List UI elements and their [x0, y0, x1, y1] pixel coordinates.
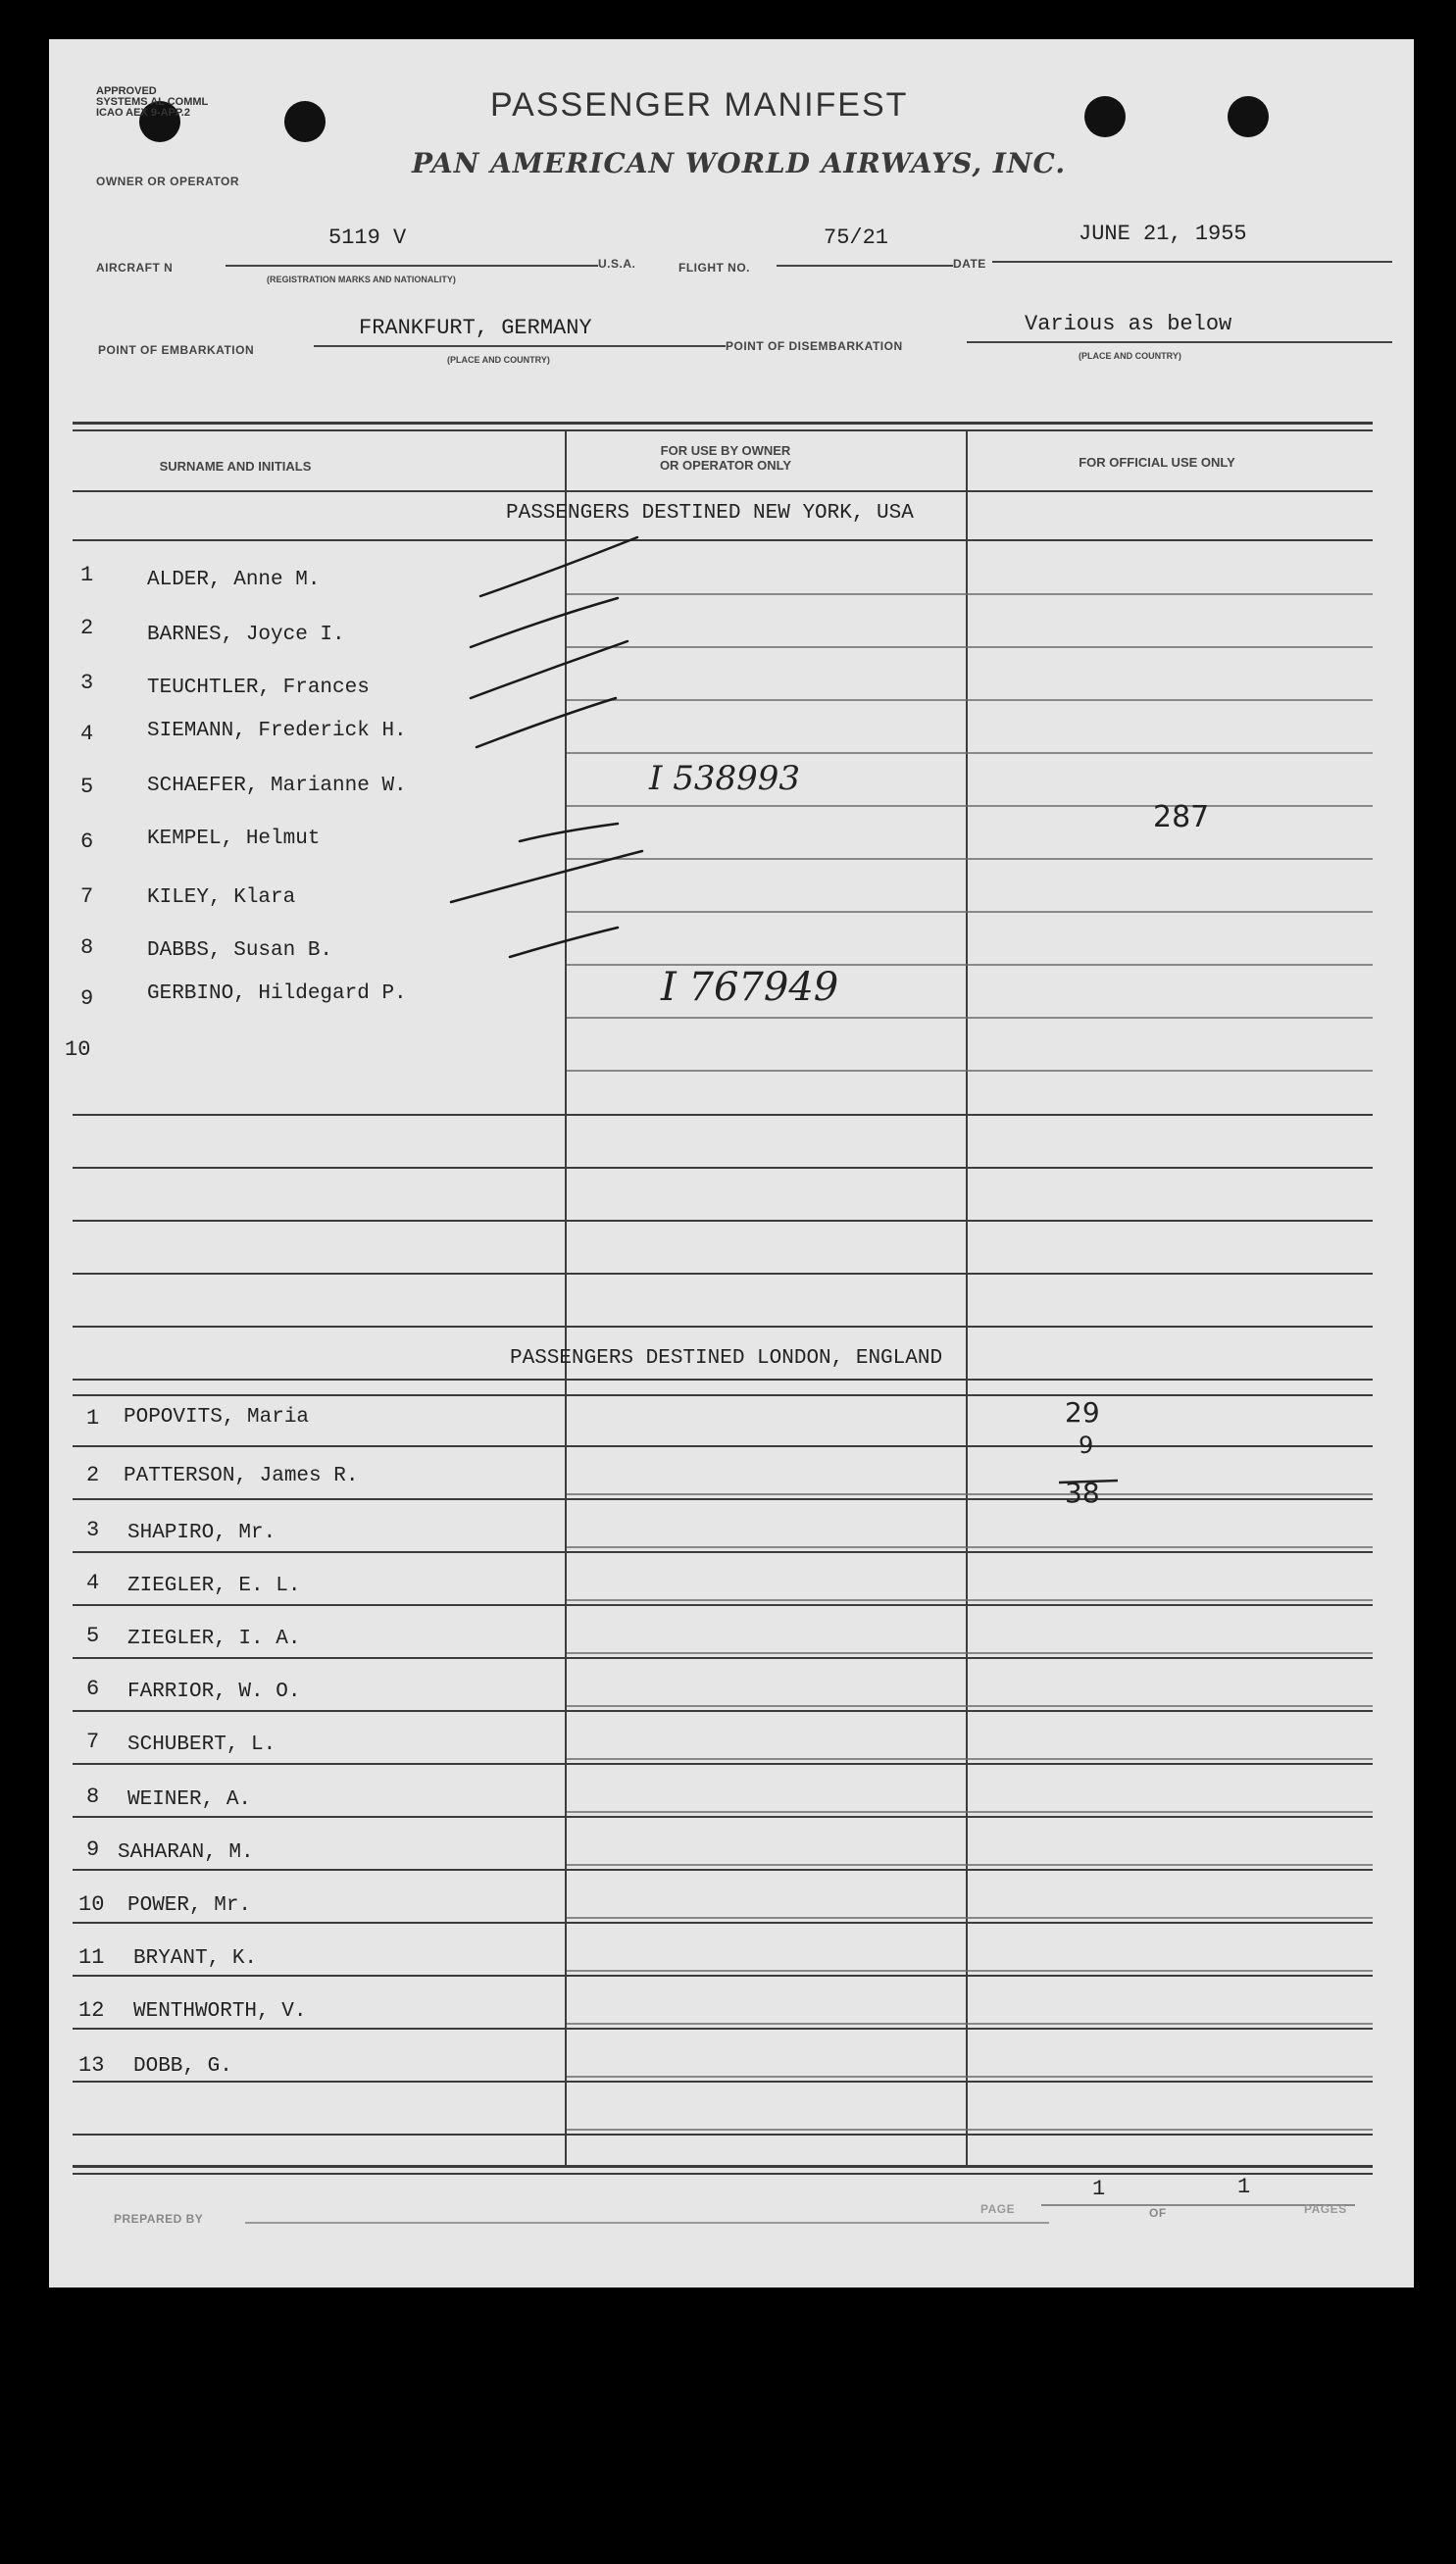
- passenger-name: ZIEGLER, E. L.: [127, 1575, 301, 1597]
- passenger-name: FARRIOR, W. O.: [127, 1681, 301, 1703]
- manifest-sheet: [49, 39, 1414, 2287]
- row-number: 2: [86, 1463, 100, 1487]
- passenger-name: KEMPEL, Helmut: [147, 828, 321, 850]
- company-name: PAN AMERICAN WORLD AIRWAYS, INC.: [412, 147, 1067, 179]
- passenger-name: DOBB, G.: [133, 2055, 232, 2078]
- passenger-name: KILEY, Klara: [147, 886, 296, 909]
- aircraft-value: 5119 V: [328, 226, 407, 250]
- row-number: 7: [86, 1730, 100, 1754]
- passenger-name: DABBS, Susan B.: [147, 939, 333, 962]
- approval-line: APPROVED: [96, 85, 157, 97]
- page-label: PAGE: [980, 2202, 1016, 2216]
- total-pages: 1: [1237, 2175, 1251, 2199]
- passenger-name: TEUCHTLER, Frances: [147, 677, 370, 699]
- owner-use-line-1: FOR USE BY OWNER: [660, 443, 791, 458]
- handwritten-id-5: I 538993: [649, 759, 801, 798]
- prepared-by-label: PREPARED BY: [114, 2212, 204, 2226]
- page-number: 1: [1092, 2177, 1106, 2201]
- handwritten-sum-total: 38: [1065, 1477, 1100, 1509]
- row-number: 11: [78, 1945, 105, 1970]
- passenger-name: WEINER, A.: [127, 1788, 252, 1811]
- passenger-name: SCHUBERT, L.: [127, 1734, 276, 1756]
- flight-label: FLIGHT NO.: [678, 261, 750, 275]
- column-official-header: FOR OFFICIAL USE ONLY: [1079, 455, 1235, 470]
- row-number: 3: [86, 1518, 100, 1542]
- disembark-caption: (PLACE AND COUNTRY): [1079, 351, 1181, 361]
- owner-label: OWNER OR OPERATOR: [96, 175, 240, 188]
- owner-use-line-2: OR OPERATOR ONLY: [659, 458, 792, 473]
- row-number: 2: [80, 616, 94, 640]
- row-number: 13: [78, 2053, 105, 2078]
- handwritten-official-6: 287: [1153, 800, 1210, 834]
- disembark-label: POINT OF DISEMBARKATION: [726, 339, 903, 353]
- registration-caption: (REGISTRATION MARKS AND NATIONALITY): [267, 275, 456, 284]
- row-number: 5: [86, 1624, 100, 1648]
- row-number: 12: [78, 1998, 105, 2023]
- disembark-value: Various as below: [1025, 312, 1232, 336]
- handwritten-id-9: I 767949: [661, 965, 839, 1010]
- row-number: 9: [80, 986, 94, 1011]
- approval-line: ICAO AEX 9-APP.2: [96, 107, 190, 119]
- passenger-name: ALDER, Anne M.: [147, 569, 321, 591]
- passenger-name: SAHARAN, M.: [118, 1841, 254, 1864]
- embark-caption: (PLACE AND COUNTRY): [447, 355, 550, 365]
- column-surname-header: SURNAME AND INITIALS: [159, 459, 312, 474]
- approval-line: SYSTEMS AL COMML: [96, 96, 209, 108]
- embark-value: FRANKFURT, GERMANY: [359, 316, 592, 340]
- passenger-name: BARNES, Joyce I.: [147, 624, 345, 646]
- handwritten-sum-top: 29: [1065, 1396, 1100, 1429]
- passenger-name: GERBINO, Hildegard P.: [147, 982, 407, 1005]
- passenger-name: WENTHWORTH, V.: [133, 2000, 307, 2023]
- passenger-name: SCHAEFER, Marianne W.: [147, 775, 407, 797]
- aircraft-label: AIRCRAFT N: [96, 261, 174, 275]
- row-number: 10: [65, 1037, 91, 1062]
- row-number: 1: [80, 563, 94, 587]
- passenger-name: SHAPIRO, Mr.: [127, 1522, 276, 1544]
- row-number: 7: [80, 884, 94, 909]
- pages-label: PAGES: [1304, 2202, 1347, 2216]
- row-number: 10: [78, 1892, 105, 1917]
- usa-label: U.S.A.: [598, 257, 636, 271]
- flight-value: 75/21: [824, 226, 889, 250]
- section-heading-london: PASSENGERS DESTINED LONDON, ENGLAND: [510, 1347, 943, 1370]
- row-number: 8: [86, 1785, 100, 1809]
- row-number: 6: [86, 1677, 100, 1701]
- passenger-name: PATTERSON, James R.: [124, 1465, 359, 1487]
- row-number: 4: [86, 1571, 100, 1595]
- handwritten-sum-mid: 9: [1079, 1432, 1094, 1459]
- passenger-name: BRYANT, K.: [133, 1947, 258, 1970]
- check-marks: [451, 537, 642, 957]
- row-number: 6: [80, 830, 94, 854]
- section-heading-new-york: PASSENGERS DESTINED NEW YORK, USA: [506, 502, 914, 525]
- of-label: OF: [1149, 2206, 1167, 2220]
- row-number: 9: [86, 1837, 100, 1862]
- page-title: PASSENGER MANIFEST: [490, 86, 909, 124]
- embark-label: POINT OF EMBARKATION: [98, 343, 255, 357]
- passenger-name: SIEMANN, Frederick H.: [147, 720, 407, 742]
- row-number: 4: [80, 722, 94, 746]
- row-number: 8: [80, 935, 94, 960]
- row-number: 1: [86, 1406, 100, 1431]
- passenger-name: ZIEGLER, I. A.: [127, 1628, 301, 1650]
- date-label: DATE: [953, 257, 986, 271]
- passenger-name: POWER, Mr.: [127, 1894, 252, 1917]
- row-number: 3: [80, 671, 94, 695]
- passenger-name: POPOVITS, Maria: [124, 1406, 310, 1429]
- date-value: JUNE 21, 1955: [1079, 222, 1247, 246]
- row-number: 5: [80, 775, 94, 799]
